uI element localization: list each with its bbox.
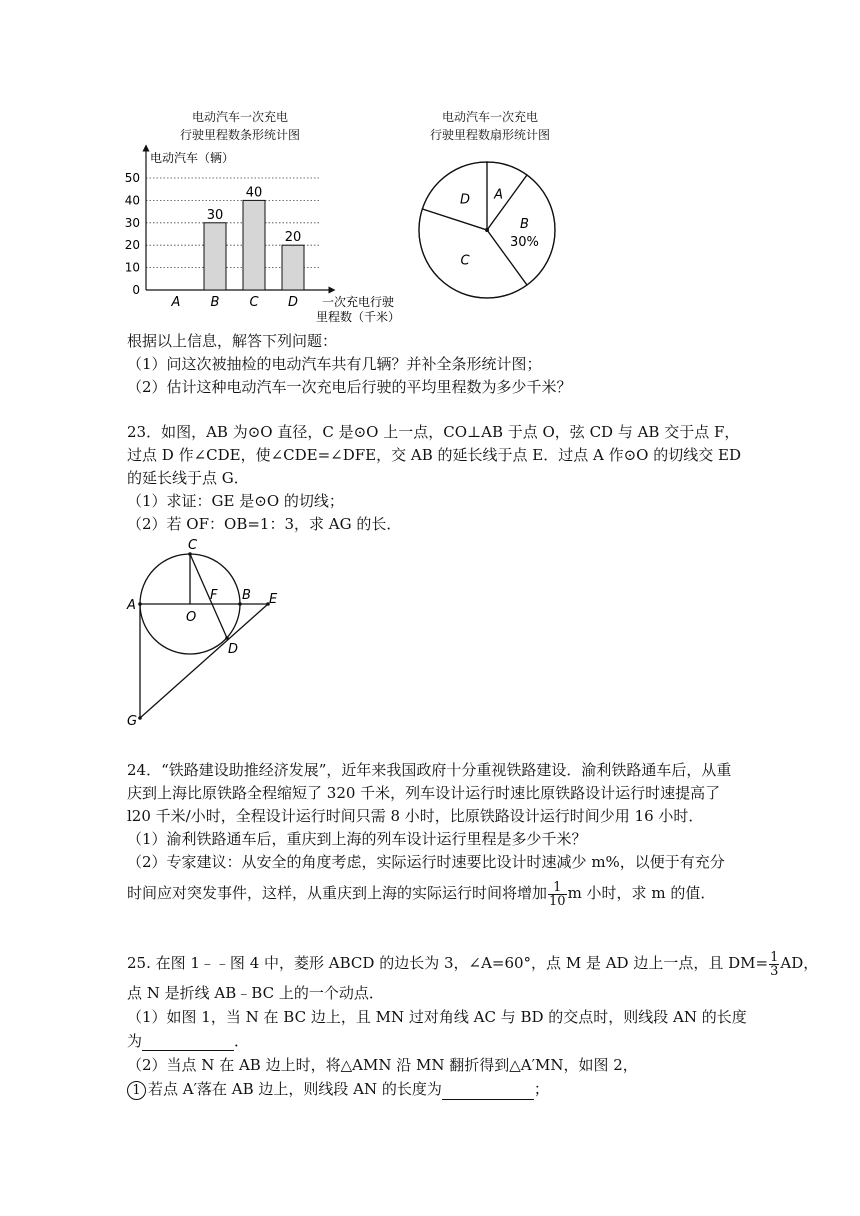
fraction-one-third: $\frac{1}{3}$ xyxy=(770,949,779,979)
x-axis-label-line2: 里程数（千米） xyxy=(315,310,401,324)
q25-part1-line1: （1）如图 1，当 N 在 BC 边上，且 MN 过对角线 AC 与 BD 的交点时，则线段 AN 的长度 xyxy=(127,1008,747,1026)
q23-line2: 过点 D 作∠CDE，使∠CDE=∠DFE，交 AB 的延长线于点 E．过点 A 作⊙O 的切线交 ED xyxy=(127,446,741,464)
q24-line1: 24．“铁路建设助推经济发展”，近年来我国政府十分重视铁路建设．渝利铁路通车后，从重 xyxy=(127,761,732,779)
q24-part2-text-b: m 小时，求 m 的值． xyxy=(567,884,716,902)
pie-chart-title xyxy=(400,108,580,144)
pie-percent-label-B: 30% xyxy=(509,235,539,250)
q24-part1: （1）渝利铁路通车后，重庆到上海的列车设计运行里程是多少千米？ xyxy=(127,830,587,848)
answer-blank-2[interactable] xyxy=(442,1083,534,1100)
circle-geometry-figure xyxy=(120,530,300,730)
q22-intro: 根据以上信息，解答下列问题： xyxy=(127,332,338,350)
fraction-one-tenth: $\frac{1}{10}$ xyxy=(549,879,566,909)
chord-cd xyxy=(190,554,227,638)
y-tick-label: 0 xyxy=(132,283,140,297)
pie-chart-title-line1: 电动汽车一次充电 xyxy=(441,110,538,124)
x-axis-label-line1: 一次充电行驶 xyxy=(321,295,395,309)
bar-chart-title-line1: 电动汽车一次充电 xyxy=(191,110,288,124)
q22-part2: （2）估计这种电动汽车一次充电后行驶的平均里程数为多少千米？ xyxy=(127,378,572,396)
q25-line2: 点 N 是折线 AB﹣BC 上的一个动点． xyxy=(127,984,384,1002)
x-category-label-A: A xyxy=(171,295,181,310)
x-category-label-B: B xyxy=(210,295,220,310)
label-a: A xyxy=(127,598,136,613)
pie-label-A: A xyxy=(494,187,504,203)
bar-value-label-C: 40 xyxy=(245,185,263,201)
y-tick-label: 20 xyxy=(124,238,140,253)
y-tick-label: 10 xyxy=(124,260,140,275)
q23-part1: （1）求证：GE 是⊙O 的切线； xyxy=(127,492,344,510)
q22-part1: （1）问这次被抽检的电动汽车共有几辆？并补全条形统计图； xyxy=(127,355,542,373)
q24-part2-text-a: 时间应对突发事件，这样，从重庆到上海的实际运行时间将增加 xyxy=(127,884,548,902)
q23-line3: 的延长线于点 G． xyxy=(127,469,249,487)
x-category-label-C: C xyxy=(249,295,259,310)
answer-blank-1[interactable] xyxy=(142,1034,234,1051)
label-b: B xyxy=(242,588,251,603)
q25-line1 xyxy=(127,946,818,980)
q25-part2: （2）当点 N 在 AB 边上时，将△AMN 沿 MN 翻折得到△A′MN，如图 2， xyxy=(127,1056,638,1074)
pie-label-C: C xyxy=(460,253,470,269)
q24-line3: l20 千米/小时，全程设计运行时间只需 8 小时，比原铁路设计运行时间少用 16 小时． xyxy=(127,807,704,825)
pie-label-D: D xyxy=(460,192,471,208)
q25-line1-text-b: AD， xyxy=(780,954,819,972)
bar-chart-title-line2: 行驶里程数条形统计图 xyxy=(179,128,300,142)
label-f: F xyxy=(210,588,218,603)
y-tick-label: 30 xyxy=(124,215,140,230)
label-g: G xyxy=(127,714,138,729)
q25-line1-text-a: 25. 在图 1﹣﹣图 4 中，菱形 ABCD 的边长为 3，∠A=60°，点 M 是 AD 边上一点，且 DM= xyxy=(127,954,769,972)
y-tick-label: 40 xyxy=(124,193,140,208)
bar-value-label-B: 30 xyxy=(206,207,224,223)
label-c: C xyxy=(188,538,198,553)
pie-label-B: B xyxy=(519,217,529,232)
pie-center xyxy=(485,228,489,232)
y-axis-label: 电动汽车（辆） xyxy=(150,151,235,165)
bar-D xyxy=(282,245,304,290)
bar-chart-title xyxy=(150,108,330,144)
q25-sub1: 1 若点 A′落在 AB 边上，则线段 AN 的长度为 ； xyxy=(127,1079,549,1100)
q24-part2-line2 xyxy=(127,876,715,910)
circled-number-1: 1 xyxy=(127,1081,146,1100)
pie-chart xyxy=(410,145,570,315)
q23-line1: 23．如图，AB 为⊙O 直径，C 是⊙O 上一点，CO⊥AB 于点 O，弦 CD 与 AB 交于点 F， xyxy=(127,423,740,441)
label-o: O xyxy=(186,610,197,625)
line-ge xyxy=(140,604,268,718)
bar-chart xyxy=(120,140,410,330)
q23-part2: （2）若 OF：OB=1：3，求 AG 的长． xyxy=(127,515,402,533)
q24-line2: 庆到上海比原铁路全程缩短了 320 千米，列车设计运行时速比原铁路设计运行时速提高了 xyxy=(127,784,721,802)
label-e: E xyxy=(269,592,278,607)
bar-value-label-D: 20 xyxy=(284,230,302,246)
q25-part1-line2: 为 ． xyxy=(127,1032,250,1050)
label-d: D xyxy=(228,642,239,657)
y-tick-label: 50 xyxy=(124,171,140,185)
q24-part2-line1: （2）专家建议：从安全的角度考虑，实际运行时速要比设计时速减少 m%，以便于有充分 xyxy=(127,853,725,871)
bar-B xyxy=(204,223,226,290)
pie-chart-title-line2: 行驶里程数扇形统计图 xyxy=(429,128,550,142)
bar-C xyxy=(243,200,265,290)
x-category-label-D: D xyxy=(287,295,299,310)
